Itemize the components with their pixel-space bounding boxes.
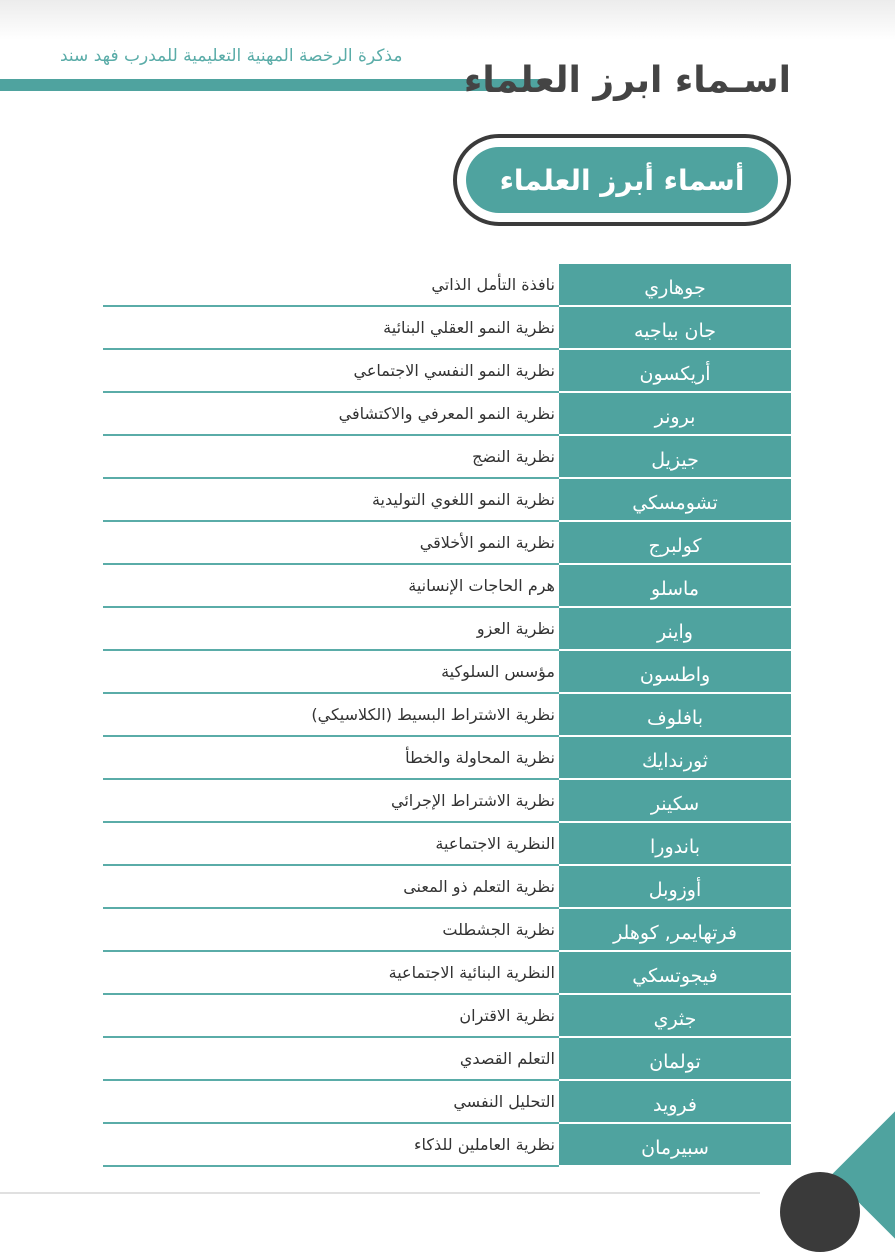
theory-name: نظرية النضج xyxy=(103,436,559,479)
theory-name: نظرية الاشتراط الإجرائي xyxy=(103,780,559,823)
title-banner-text: أسماء أبرز العلماء xyxy=(499,163,745,197)
scientist-name: واطسون xyxy=(559,651,791,694)
scientist-name: فرويد xyxy=(559,1081,791,1124)
table-row xyxy=(103,1124,791,1167)
scientist-name: باندورا xyxy=(559,823,791,866)
theory-name: نافذة التأمل الذاتي xyxy=(103,264,559,307)
theory-name: نظرية الاقتران xyxy=(103,995,559,1038)
page-top-shadow xyxy=(0,0,895,40)
scientist-name: فيجوتسكي xyxy=(559,952,791,995)
theory-name: نظرية المحاولة والخطأ xyxy=(103,737,559,780)
theory-name: نظرية النمو المعرفي والاكتشافي xyxy=(103,393,559,436)
scientist-name: واينر xyxy=(559,608,791,651)
table-row xyxy=(103,264,791,307)
table-row xyxy=(103,995,791,1038)
scientist-name: برونر xyxy=(559,393,791,436)
theory-name: نظرية النمو الأخلاقي xyxy=(103,522,559,565)
table-row xyxy=(103,522,791,565)
table-row xyxy=(103,694,791,737)
scientist-name: جثري xyxy=(559,995,791,1038)
theory-name: التحليل النفسي xyxy=(103,1081,559,1124)
table-row xyxy=(103,780,791,823)
scientist-name: أريكسون xyxy=(559,350,791,393)
scientist-name: تشومسكي xyxy=(559,479,791,522)
theory-name: النظرية البنائية الاجتماعية xyxy=(103,952,559,995)
theory-name: نظرية النمو العقلي البنائية xyxy=(103,307,559,350)
theory-name: مؤسس السلوكية xyxy=(103,651,559,694)
table-row xyxy=(103,909,791,952)
table-row xyxy=(103,393,791,436)
table-row xyxy=(103,307,791,350)
table-row xyxy=(103,436,791,479)
scientist-name: جيزيل xyxy=(559,436,791,479)
theory-name: التعلم القصدي xyxy=(103,1038,559,1081)
scientist-name: كولبرج xyxy=(559,522,791,565)
theory-name: نظرية النمو النفسي الاجتماعي xyxy=(103,350,559,393)
page-title: اسـماء ابرز العلماء xyxy=(463,60,791,101)
table-row xyxy=(103,565,791,608)
theory-name: نظرية الاشتراط البسيط (الكلاسيكي) xyxy=(103,694,559,737)
table-row xyxy=(103,823,791,866)
scientist-name: ثورندايك xyxy=(559,737,791,780)
table-row xyxy=(103,350,791,393)
table-row xyxy=(103,1038,791,1081)
scientist-name: فرتهايمر, كوهلر xyxy=(559,909,791,952)
scientist-name: سكينر xyxy=(559,780,791,823)
theory-name: النظرية الاجتماعية xyxy=(103,823,559,866)
scientist-name: أوزوبل xyxy=(559,866,791,909)
theory-name: هرم الحاجات الإنسانية xyxy=(103,565,559,608)
scientists-table xyxy=(103,264,791,1167)
scientist-name: جوهاري xyxy=(559,264,791,307)
table-row xyxy=(103,866,791,909)
title-banner xyxy=(466,147,778,213)
header-subtitle: مذكرة الرخصة المهنية التعليمية للمدرب فهد سند xyxy=(60,46,403,66)
theory-name: نظرية النمو اللغوي التوليدية xyxy=(103,479,559,522)
scientist-name: ماسلو xyxy=(559,565,791,608)
scientist-name: جان بياجيه xyxy=(559,307,791,350)
table-row xyxy=(103,479,791,522)
table-row xyxy=(103,608,791,651)
title-banner-frame xyxy=(453,134,791,226)
theory-name: نظرية العاملين للذكاء xyxy=(103,1124,559,1167)
corner-decoration-dark xyxy=(780,1172,860,1252)
table-row xyxy=(103,952,791,995)
footer-line xyxy=(0,1192,760,1194)
scientist-name: بافلوف xyxy=(559,694,791,737)
table-row xyxy=(103,737,791,780)
theory-name: نظرية العزو xyxy=(103,608,559,651)
theory-name: نظرية التعلم ذو المعنى xyxy=(103,866,559,909)
table-row xyxy=(103,651,791,694)
table-row xyxy=(103,1081,791,1124)
scientist-name: تولمان xyxy=(559,1038,791,1081)
scientist-name: سبيرمان xyxy=(559,1124,791,1167)
theory-name: نظرية الجشطلت xyxy=(103,909,559,952)
